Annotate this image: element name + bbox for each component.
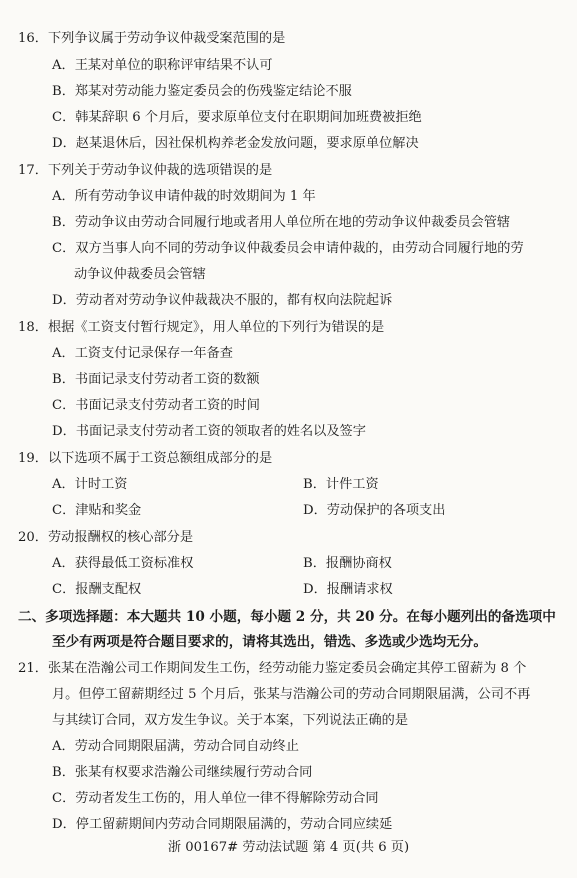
q16-option-c: C．韩某辞职 6 个月后，要求原单位支付在职期间加班费被拒绝	[52, 110, 422, 125]
q18-option-d: D．书面记录支付劳动者工资的领取者的姓名以及签字	[52, 424, 366, 439]
q21-option-b: B．张某有权要求浩瀚公司继续履行劳动合同	[52, 765, 313, 780]
q17-option-c-cont: 动争议仲裁委员会管辖	[74, 267, 206, 282]
q21-stem-line3: 与其续订合同，双方发生争议。关于本案，下列说法正确的是	[52, 713, 409, 728]
q21-option-c: C．劳动者发生工伤的，用人单位一律不得解除劳动合同	[52, 791, 379, 806]
q16-option-a: A．王某对单位的职称评审结果不认可	[52, 58, 273, 73]
q19-option-b: B．计件工资	[303, 477, 379, 492]
q17-option-d: D．劳动者对劳动争议仲裁裁决不服的，都有权向法院起诉	[52, 293, 393, 308]
q19-option-c: C．津贴和奖金	[52, 503, 142, 518]
q17-option-b: B．劳动争议由劳动合同履行地或者用人单位所在地的劳动争议仲裁委员会管辖	[52, 215, 511, 230]
q21-stem-line1: 21．张某在浩瀚公司工作期间发生工伤，经劳动能力鉴定委员会确定其停工留薪为 8 个	[18, 661, 527, 676]
q21-option-a: A．劳动合同期限届满，劳动合同自动终止	[52, 739, 299, 754]
q19-option-a: A．计时工资	[52, 477, 128, 492]
q21-option-d: D．停工留薪期间内劳动合同期限届满的，劳动合同应续延	[52, 817, 393, 832]
section2-heading: 二、多项选择题：本大题共 10 小题，每小题 2 分，共 20 分。在每小题列出的备选项中	[18, 609, 556, 625]
q16-stem: 16．下列争议属于劳动争议仲裁受案范围的是	[18, 31, 286, 46]
q18-option-c: C．书面记录支付劳动者工资的时间	[52, 398, 260, 413]
q20-option-b: B．报酬协商权	[303, 556, 392, 571]
q18-option-a: A．工资支付记录保存一年备查	[52, 346, 233, 361]
q17-stem: 17．下列关于劳动争议仲裁的选项错误的是	[18, 163, 273, 178]
q17-option-a: A．所有劳动争议申请仲裁的时效期间为 1 年	[52, 189, 316, 204]
q20-option-c: C．报酬支配权	[52, 582, 142, 597]
q19-stem: 19．以下选项不属于工资总额组成部分的是	[18, 451, 273, 466]
section2-heading-cont: 至少有两项是符合题目要求的，请将其选出，错选、多选或少选均无分。	[52, 634, 487, 650]
q20-option-a: A．获得最低工资标准权	[52, 556, 194, 571]
q20-option-d: D．报酬请求权	[303, 582, 393, 597]
q16-option-b: B．郑某对劳动能力鉴定委员会的伤残鉴定结论不服	[52, 84, 352, 99]
q17-option-c: C．双方当事人向不同的劳动争议仲裁委员会申请仲裁的，由劳动合同履行地的劳	[52, 241, 524, 256]
q16-option-d: D．赵某退休后，因社保机构养老金发放问题，要求原单位解决	[52, 136, 419, 151]
q18-stem: 18．根据《工资支付暂行规定》，用人单位的下列行为错误的是	[18, 320, 385, 335]
q18-option-b: B．书面记录支付劳动者工资的数额	[52, 372, 260, 387]
q20-stem: 20．劳动报酬权的核心部分是	[18, 530, 194, 545]
q21-stem-line2: 月。但停工留薪期经过 5 个月后，张某与浩瀚公司的劳动合同期限届满，公司不再	[52, 687, 531, 702]
q19-option-d: D．劳动保护的各项支出	[303, 503, 446, 518]
page-footer: 浙 00167# 劳动法试题 第 4 页(共 6 页)	[167, 840, 410, 855]
